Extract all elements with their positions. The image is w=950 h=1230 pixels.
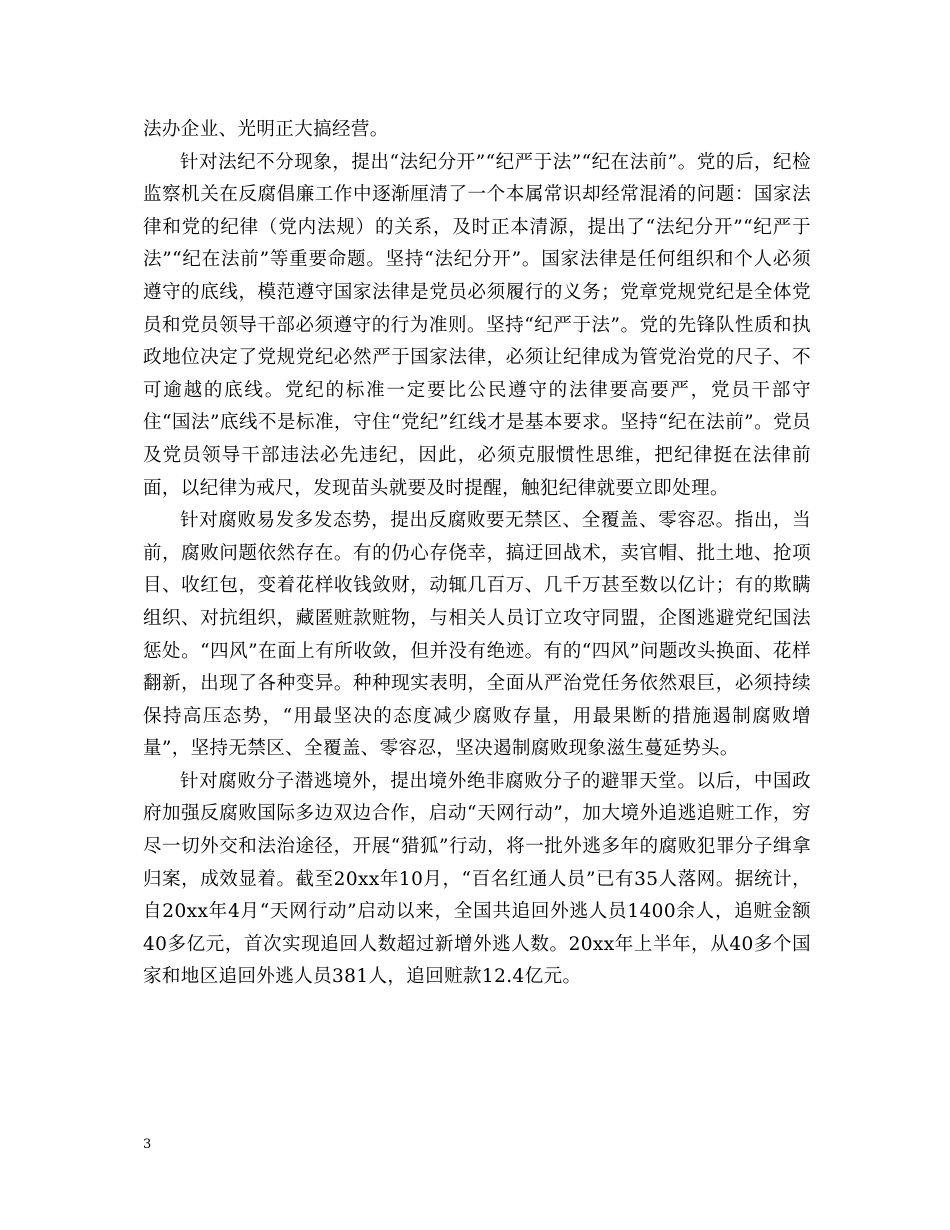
paragraph-overseas-fugitives: 针对腐败分子潜逃境外，提出境外绝非腐败分子的避罪天堂。以后，中国政府加强反腐败国际多边双边合作，启动“天网行动”，加大境外追逃追赃工作，穷尽一切外交和法治途径，开展“猎狐”行动，将一批外逃多年的腐败犯罪分子缉拿归案，成效显着。截至20xx年10月，“百名红通人员”已有35人落网。据统计，自20xx年4月“天网行动”启动以来，全国共追回外逃人员1400余人，追赃金额40多亿元，首次实现追回人数超过新增外逃人数。20xx年上半年，从40多个国家和地区追回外逃人员381人，追回赃款12.4亿元。 <box>143 770 811 988</box>
page-number: 3 <box>143 1137 152 1152</box>
paragraph-anti-corruption: 针对腐败易发多发态势，提出反腐败要无禁区、全覆盖、零容忍。指出，当前，腐败问题依然存在。有的仍心存侥幸，搞迂回战术，卖官帽、批土地、抢项目、收红包，变着花样收钱敛财，动辄几百万、几千万甚至数以亿计；有的欺瞒组织、对抗组织，藏匿赃款赃物，与相关人员订立攻守同盟，企图逃避党纪国法惩处。“四风”在面上有所收敛，但并没有绝迹。有的“四风”问题改头换面、花样翻新，出现了各种变异。种种现实表明，全面从严治党任务依然艰巨，必须持续保持高压态势，“用最坚决的态度减少腐败存量，用最果断的措施遏制腐败增量”，坚持无禁区、全覆盖、零容忍，坚决遏制腐败现象滋生蔓延势头。 <box>143 510 811 760</box>
document-body <box>143 114 811 994</box>
paragraph-continuation: 法办企业、光明正大搞经营。 <box>143 119 389 140</box>
paragraph-law-discipline: 针对法纪不分现象，提出“法纪分开”“纪严于法”“纪在法前”。党的后，纪检监察机关在反腐倡廉工作中逐渐厘清了一个本属常识却经常混淆的问题：国家法律和党的纪律（党内法规）的关系，及时正本清源，提出了“法纪分开”“纪严于法”“纪在法前”等重要命题。坚持“法纪分开”。国家法律是任何组织和个人必须遵守的底线，模范遵守国家法律是党员必须履行的义务；党章党规党纪是全体党员和党员领导干部必须遵守的行为准则。坚持“纪严于法”。党的先锋队性质和执政地位决定了党规党纪必然严于国家法律，必须让纪律成为管党治党的尺子、不可逾越的底线。党纪的标准一定要比公民遵守的法律要高要严，党员干部守住“国法”底线不是标准，守住“党纪”红线才是基本要求。坚持“纪在法前”。党员及党员领导干部违法必先违纪，因此，必须克服惯性思维，把纪律挺在法律前面，以纪律为戒尺，发现苗头就要及时提醒，触犯纪律就要立即处理。 <box>143 151 811 499</box>
